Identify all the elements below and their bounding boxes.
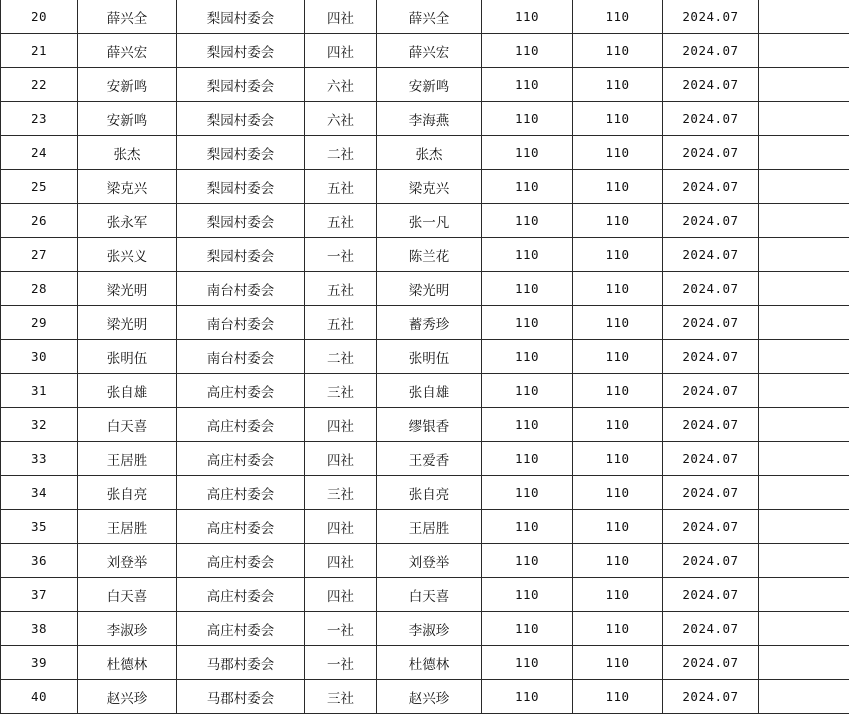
date-cell: 2024.07	[663, 340, 759, 374]
date-cell: 2024.07	[663, 374, 759, 408]
recipient-cell: 刘登举	[377, 544, 482, 578]
recipient-cell: 李淑珍	[377, 612, 482, 646]
recipient-cell: 张明伍	[377, 340, 482, 374]
village-committee-cell: 南台村委会	[177, 272, 305, 306]
amount-cell: 110	[482, 136, 573, 170]
recipient-cell: 王爱香	[377, 442, 482, 476]
date-cell: 2024.07	[663, 238, 759, 272]
recipient-cell: 蓄秀珍	[377, 306, 482, 340]
date-cell: 2024.07	[663, 0, 759, 34]
group-cell: 三社	[305, 680, 377, 714]
table-row	[1, 578, 849, 612]
name-cell: 梁光明	[78, 272, 177, 306]
group-cell: 三社	[305, 374, 377, 408]
paid-amount-cell: 110	[573, 0, 663, 34]
note-cell	[759, 442, 849, 476]
table-row	[1, 680, 849, 714]
amount-cell: 110	[482, 170, 573, 204]
paid-amount-cell: 110	[573, 306, 663, 340]
recipient-cell: 缪银香	[377, 408, 482, 442]
table-row	[1, 34, 849, 68]
amount-cell: 110	[482, 442, 573, 476]
recipient-cell: 赵兴珍	[377, 680, 482, 714]
village-committee-cell: 梨园村委会	[177, 34, 305, 68]
paid-amount-cell: 110	[573, 238, 663, 272]
row-number-cell: 24	[1, 136, 78, 170]
date-cell: 2024.07	[663, 578, 759, 612]
village-committee-cell: 高庄村委会	[177, 408, 305, 442]
recipient-cell: 李海燕	[377, 102, 482, 136]
table-row	[1, 612, 849, 646]
date-cell: 2024.07	[663, 646, 759, 680]
date-cell: 2024.07	[663, 102, 759, 136]
name-cell: 王居胜	[78, 442, 177, 476]
group-cell: 一社	[305, 612, 377, 646]
group-cell: 一社	[305, 238, 377, 272]
paid-amount-cell: 110	[573, 204, 663, 238]
row-number-cell: 22	[1, 68, 78, 102]
row-number-cell: 21	[1, 34, 78, 68]
note-cell	[759, 136, 849, 170]
village-committee-cell: 马郡村委会	[177, 646, 305, 680]
amount-cell: 110	[482, 238, 573, 272]
paid-amount-cell: 110	[573, 408, 663, 442]
paid-amount-cell: 110	[573, 68, 663, 102]
group-cell: 五社	[305, 170, 377, 204]
row-number-cell: 28	[1, 272, 78, 306]
date-cell: 2024.07	[663, 408, 759, 442]
name-cell: 薛兴全	[78, 0, 177, 34]
name-cell: 梁克兴	[78, 170, 177, 204]
table-row	[1, 408, 849, 442]
group-cell: 四社	[305, 510, 377, 544]
recipient-cell: 梁克兴	[377, 170, 482, 204]
amount-cell: 110	[482, 646, 573, 680]
group-cell: 四社	[305, 34, 377, 68]
row-number-cell: 36	[1, 544, 78, 578]
amount-cell: 110	[482, 612, 573, 646]
paid-amount-cell: 110	[573, 442, 663, 476]
name-cell: 张明伍	[78, 340, 177, 374]
note-cell	[759, 306, 849, 340]
village-committee-cell: 高庄村委会	[177, 544, 305, 578]
row-number-cell: 30	[1, 340, 78, 374]
date-cell: 2024.07	[663, 476, 759, 510]
amount-cell: 110	[482, 68, 573, 102]
name-cell: 梁光明	[78, 306, 177, 340]
row-number-cell: 27	[1, 238, 78, 272]
note-cell	[759, 204, 849, 238]
row-number-cell: 32	[1, 408, 78, 442]
name-cell: 张兴义	[78, 238, 177, 272]
table-body	[1, 0, 849, 714]
amount-cell: 110	[482, 34, 573, 68]
paid-amount-cell: 110	[573, 272, 663, 306]
group-cell: 四社	[305, 544, 377, 578]
name-cell: 张永军	[78, 204, 177, 238]
recipient-cell: 梁光明	[377, 272, 482, 306]
paid-amount-cell: 110	[573, 340, 663, 374]
date-cell: 2024.07	[663, 680, 759, 714]
amount-cell: 110	[482, 0, 573, 34]
table-row	[1, 442, 849, 476]
amount-cell: 110	[482, 272, 573, 306]
note-cell	[759, 102, 849, 136]
note-cell	[759, 0, 849, 34]
name-cell: 安新鸣	[78, 68, 177, 102]
recipient-cell: 张一凡	[377, 204, 482, 238]
note-cell	[759, 612, 849, 646]
date-cell: 2024.07	[663, 442, 759, 476]
name-cell: 张自雄	[78, 374, 177, 408]
note-cell	[759, 34, 849, 68]
name-cell: 安新鸣	[78, 102, 177, 136]
paid-amount-cell: 110	[573, 646, 663, 680]
note-cell	[759, 646, 849, 680]
paid-amount-cell: 110	[573, 102, 663, 136]
village-committee-cell: 高庄村委会	[177, 612, 305, 646]
amount-cell: 110	[482, 340, 573, 374]
note-cell	[759, 476, 849, 510]
village-committee-cell: 南台村委会	[177, 340, 305, 374]
row-number-cell: 29	[1, 306, 78, 340]
name-cell: 张杰	[78, 136, 177, 170]
paid-amount-cell: 110	[573, 476, 663, 510]
village-committee-cell: 梨园村委会	[177, 170, 305, 204]
paid-amount-cell: 110	[573, 170, 663, 204]
village-committee-cell: 南台村委会	[177, 306, 305, 340]
amount-cell: 110	[482, 408, 573, 442]
group-cell: 四社	[305, 578, 377, 612]
paid-amount-cell: 110	[573, 374, 663, 408]
name-cell: 杜德林	[78, 646, 177, 680]
group-cell: 四社	[305, 0, 377, 34]
paid-amount-cell: 110	[573, 510, 663, 544]
name-cell: 刘登举	[78, 544, 177, 578]
row-number-cell: 39	[1, 646, 78, 680]
paid-amount-cell: 110	[573, 578, 663, 612]
row-number-cell: 37	[1, 578, 78, 612]
village-committee-cell: 梨园村委会	[177, 204, 305, 238]
note-cell	[759, 578, 849, 612]
table-row	[1, 0, 849, 34]
recipient-cell: 王居胜	[377, 510, 482, 544]
date-cell: 2024.07	[663, 136, 759, 170]
group-cell: 五社	[305, 306, 377, 340]
group-cell: 四社	[305, 442, 377, 476]
name-cell: 李淑珍	[78, 612, 177, 646]
village-committee-cell: 梨园村委会	[177, 238, 305, 272]
note-cell	[759, 374, 849, 408]
name-cell: 白天喜	[78, 578, 177, 612]
row-number-cell: 25	[1, 170, 78, 204]
recipient-cell: 薛兴宏	[377, 34, 482, 68]
row-number-cell: 23	[1, 102, 78, 136]
table-row	[1, 204, 849, 238]
village-committee-cell: 高庄村委会	[177, 442, 305, 476]
table-row	[1, 136, 849, 170]
note-cell	[759, 238, 849, 272]
table-row	[1, 306, 849, 340]
note-cell	[759, 408, 849, 442]
group-cell: 五社	[305, 272, 377, 306]
row-number-cell: 38	[1, 612, 78, 646]
name-cell: 薛兴宏	[78, 34, 177, 68]
note-cell	[759, 544, 849, 578]
recipient-cell: 杜德林	[377, 646, 482, 680]
amount-cell: 110	[482, 374, 573, 408]
date-cell: 2024.07	[663, 544, 759, 578]
note-cell	[759, 272, 849, 306]
recipient-cell: 张自亮	[377, 476, 482, 510]
group-cell: 一社	[305, 646, 377, 680]
village-committee-cell: 梨园村委会	[177, 102, 305, 136]
village-committee-cell: 梨园村委会	[177, 68, 305, 102]
recipient-cell: 安新鸣	[377, 68, 482, 102]
date-cell: 2024.07	[663, 68, 759, 102]
group-cell: 六社	[305, 102, 377, 136]
table-row	[1, 646, 849, 680]
group-cell: 四社	[305, 408, 377, 442]
group-cell: 二社	[305, 136, 377, 170]
table-row	[1, 544, 849, 578]
amount-cell: 110	[482, 578, 573, 612]
note-cell	[759, 340, 849, 374]
note-cell	[759, 510, 849, 544]
village-committee-cell: 高庄村委会	[177, 578, 305, 612]
village-committee-cell: 高庄村委会	[177, 510, 305, 544]
paid-amount-cell: 110	[573, 34, 663, 68]
date-cell: 2024.07	[663, 510, 759, 544]
row-number-cell: 31	[1, 374, 78, 408]
date-cell: 2024.07	[663, 204, 759, 238]
note-cell	[759, 680, 849, 714]
name-cell: 赵兴珍	[78, 680, 177, 714]
village-committee-cell: 高庄村委会	[177, 374, 305, 408]
row-number-cell: 40	[1, 680, 78, 714]
table-row	[1, 272, 849, 306]
village-committee-cell: 梨园村委会	[177, 0, 305, 34]
village-committee-cell: 马郡村委会	[177, 680, 305, 714]
recipient-cell: 陈兰花	[377, 238, 482, 272]
row-number-cell: 26	[1, 204, 78, 238]
table-row	[1, 476, 849, 510]
row-number-cell: 35	[1, 510, 78, 544]
date-cell: 2024.07	[663, 34, 759, 68]
table-row	[1, 340, 849, 374]
paid-amount-cell: 110	[573, 544, 663, 578]
note-cell	[759, 68, 849, 102]
date-cell: 2024.07	[663, 170, 759, 204]
group-cell: 六社	[305, 68, 377, 102]
name-cell: 张自亮	[78, 476, 177, 510]
amount-cell: 110	[482, 476, 573, 510]
paid-amount-cell: 110	[573, 680, 663, 714]
amount-cell: 110	[482, 680, 573, 714]
recipient-cell: 张杰	[377, 136, 482, 170]
group-cell: 二社	[305, 340, 377, 374]
paid-amount-cell: 110	[573, 612, 663, 646]
amount-cell: 110	[482, 544, 573, 578]
village-committee-cell: 高庄村委会	[177, 476, 305, 510]
table-row	[1, 374, 849, 408]
amount-cell: 110	[482, 306, 573, 340]
amount-cell: 110	[482, 510, 573, 544]
table-row	[1, 510, 849, 544]
row-number-cell: 33	[1, 442, 78, 476]
paid-amount-cell: 110	[573, 136, 663, 170]
table-row	[1, 238, 849, 272]
recipient-cell: 白天喜	[377, 578, 482, 612]
group-cell: 三社	[305, 476, 377, 510]
note-cell	[759, 170, 849, 204]
row-number-cell: 20	[1, 0, 78, 34]
date-cell: 2024.07	[663, 272, 759, 306]
group-cell: 五社	[305, 204, 377, 238]
date-cell: 2024.07	[663, 306, 759, 340]
table-row	[1, 102, 849, 136]
amount-cell: 110	[482, 102, 573, 136]
row-number-cell: 34	[1, 476, 78, 510]
table-row	[1, 170, 849, 204]
village-committee-cell: 梨园村委会	[177, 136, 305, 170]
name-cell: 白天喜	[78, 408, 177, 442]
table-row	[1, 68, 849, 102]
name-cell: 王居胜	[78, 510, 177, 544]
amount-cell: 110	[482, 204, 573, 238]
recipient-cell: 薛兴全	[377, 0, 482, 34]
date-cell: 2024.07	[663, 612, 759, 646]
recipient-cell: 张自雄	[377, 374, 482, 408]
